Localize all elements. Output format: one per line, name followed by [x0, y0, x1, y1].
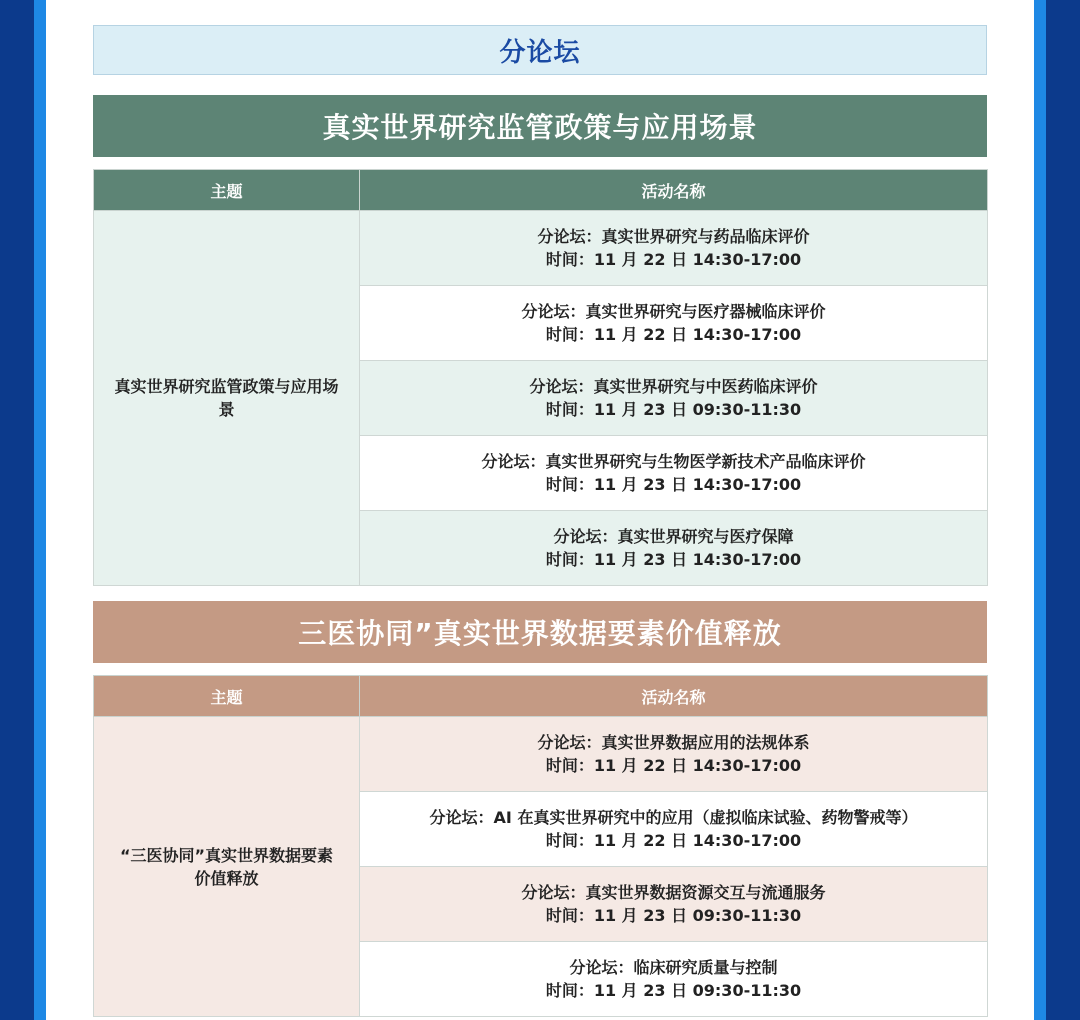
section-title: 三医协同”真实世界数据要素价值释放 [93, 601, 987, 663]
theme-cell: “三医协同”真实世界数据要素价值释放 [94, 717, 360, 1017]
activity-time: 时间：11 月 22 日 14:30-17:00 [545, 250, 802, 269]
table-header-row [94, 170, 988, 211]
activity-name: 分论坛：真实世界研究与医疗保障 [553, 527, 794, 546]
activity-cell [360, 361, 988, 436]
activity-cell [360, 511, 988, 586]
activity-name: 分论坛：真实世界数据资源交互与流通服务 [521, 883, 826, 902]
activity-cell [360, 792, 988, 867]
activity-time: 时间：11 月 22 日 14:30-17:00 [545, 325, 802, 344]
section-title: 真实世界研究监管政策与应用场景 [93, 95, 987, 157]
theme-cell: 真实世界研究监管政策与应用场景 [94, 211, 360, 586]
activity-time: 时间：11 月 23 日 14:30-17:00 [545, 550, 802, 569]
activity-name: 分论坛：真实世界研究与医疗器械临床评价 [521, 302, 826, 321]
right-frame-stripe [1034, 0, 1046, 1020]
column-header-activity: 活动名称 [360, 676, 988, 717]
column-header-theme: 主题 [94, 170, 360, 211]
activity-name: 分论坛：真实世界数据应用的法规体系 [537, 733, 810, 752]
activity-time: 时间：11 月 23 日 09:30-11:30 [545, 400, 802, 419]
activity-time: 时间：11 月 22 日 14:30-17:00 [545, 756, 802, 775]
right-frame-border [1046, 0, 1080, 1020]
activity-cell [360, 942, 988, 1017]
forum-header: 分论坛 [93, 25, 987, 75]
table-row [94, 717, 988, 792]
section-regulatory-policy [93, 95, 987, 586]
activity-name: 分论坛：真实世界研究与药品临床评价 [537, 227, 810, 246]
left-frame-stripe [34, 0, 46, 1020]
section-data-value-release [93, 601, 987, 1017]
activity-time: 时间：11 月 22 日 14:30-17:00 [545, 831, 802, 850]
schedule-table [93, 169, 988, 586]
table-header-row [94, 676, 988, 717]
activity-cell [360, 867, 988, 942]
activity-time: 时间：11 月 23 日 09:30-11:30 [545, 906, 802, 925]
activity-name: 分论坛：真实世界研究与生物医学新技术产品临床评价 [481, 452, 866, 471]
activity-cell [360, 436, 988, 511]
page-content [46, 0, 1034, 1020]
left-frame-border [0, 0, 34, 1020]
activity-name: 分论坛：临床研究质量与控制 [569, 958, 778, 977]
activity-cell [360, 286, 988, 361]
column-header-theme: 主题 [94, 676, 360, 717]
activity-name: 分论坛：AI 在真实世界研究中的应用（虚拟临床试验、药物警戒等） [429, 808, 918, 827]
schedule-table [93, 675, 988, 1017]
column-header-activity: 活动名称 [360, 170, 988, 211]
activity-cell [360, 211, 988, 286]
activity-time: 时间：11 月 23 日 09:30-11:30 [545, 981, 802, 1000]
activity-time: 时间：11 月 23 日 14:30-17:00 [545, 475, 802, 494]
activity-name: 分论坛：真实世界研究与中医药临床评价 [529, 377, 818, 396]
activity-cell [360, 717, 988, 792]
table-row [94, 211, 988, 286]
